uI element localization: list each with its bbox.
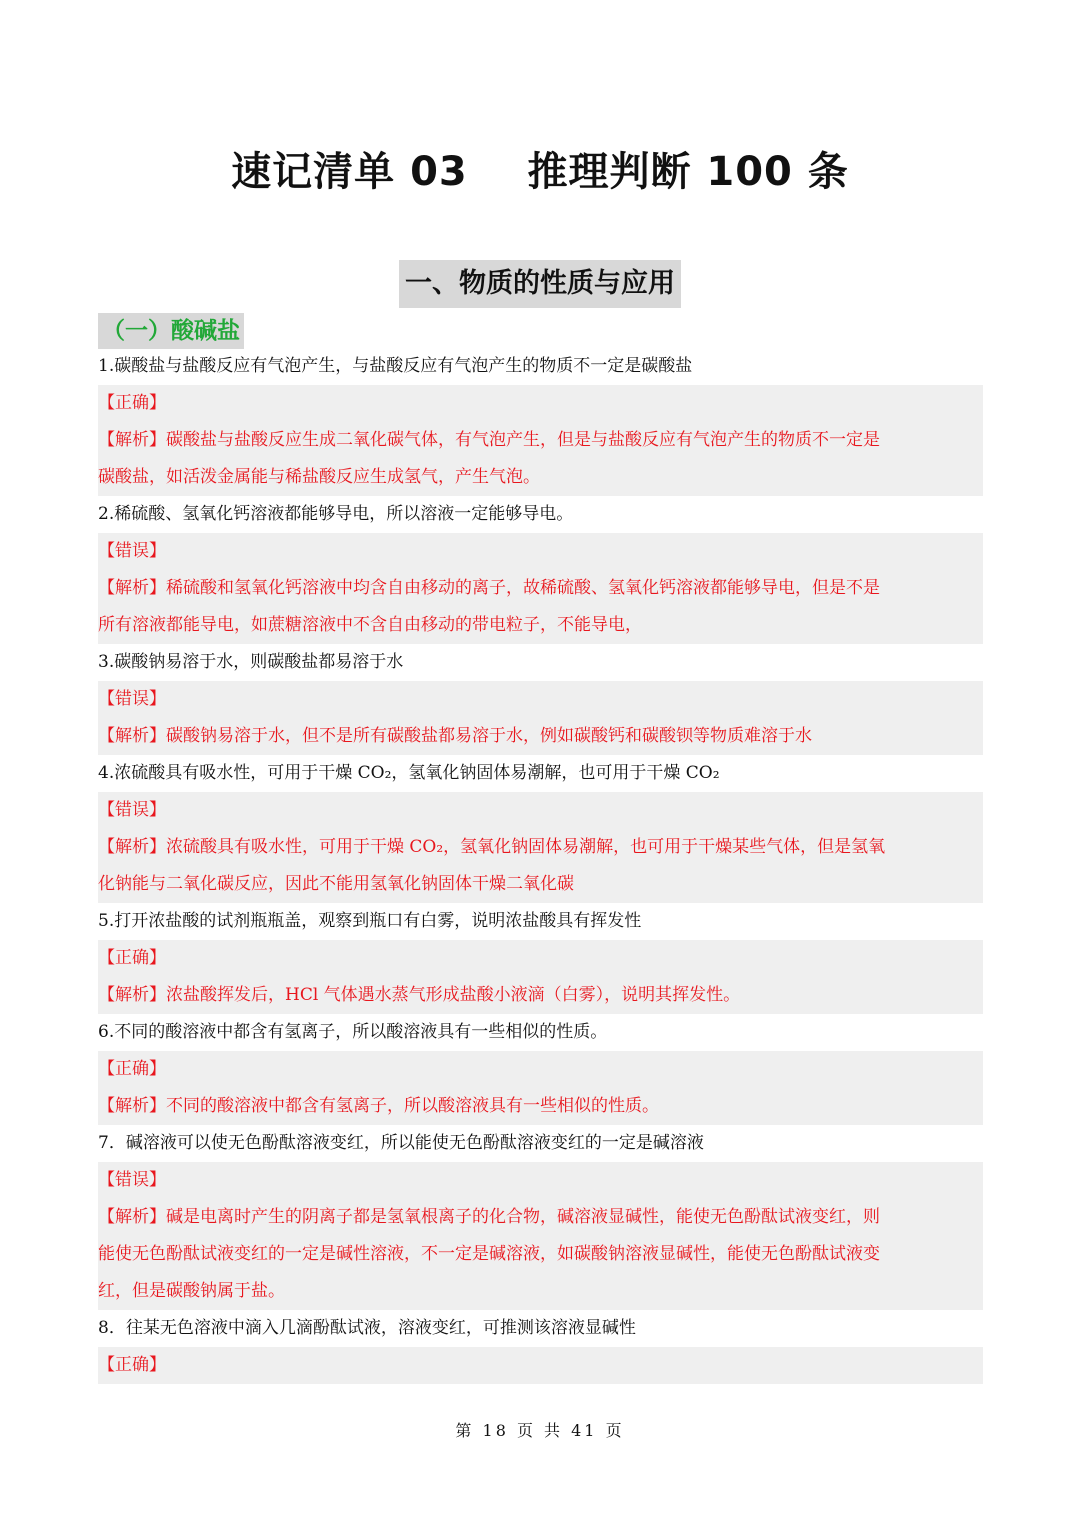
section-heading: 一、物质的性质与应用 [399, 260, 681, 308]
explanation-line: 所有溶液都能导电，如蔗糖溶液中不含自由移动的带电粒子，不能导电， [98, 607, 983, 644]
page-footer: 第 18 页 共 41 页 [455, 1421, 625, 1440]
question-line: 2.稀硫酸、氢氧化钙溶液都能够导电，所以溶液一定能够导电。 [98, 504, 574, 524]
subsection-heading: （一）酸碱盐 [98, 313, 244, 349]
explanation-line: 红，但是碳酸钠属于盐。 [98, 1273, 983, 1310]
question-line: 5.打开浓盐酸的试剂瓶瓶盖，观察到瓶口有白雾，说明浓盐酸具有挥发性 [98, 911, 642, 931]
explanation-line: 【解析】稀硫酸和氢氧化钙溶液中均含自由移动的离子，故稀硫酸、氢氧化钙溶液都能够导电，但是不是 [98, 570, 983, 607]
question-line: 6.不同的酸溶液中都含有氢离子，所以酸溶液具有一些相似的性质。 [98, 1022, 608, 1042]
question-line: 3.碳酸钠易溶于水，则碳酸盐都易溶于水 [98, 652, 404, 672]
explanation-line: 【解析】碳酸钠易溶于水，但不是所有碳酸盐都易溶于水，例如碳酸钙和碳酸钡等物质难溶于水 [98, 718, 983, 755]
answer-tag: 【错误】 [98, 792, 983, 829]
explanation-line: 化钠能与二氧化碳反应，因此不能用氢氧化钠固体干燥二氧化碳 [98, 866, 983, 903]
answer-tag: 【错误】 [98, 1162, 983, 1199]
answer-tag: 【正确】 [98, 1051, 983, 1088]
question-line: 4.浓硫酸具有吸水性，可用于干燥 CO₂，氢氧化钠固体易潮解，也可用于干燥 CO₂ [98, 763, 720, 783]
question-line: 7．碱溶液可以使无色酚酞溶液变红，所以能使无色酚酞溶液变红的一定是碱溶液 [98, 1133, 704, 1153]
answer-tag: 【错误】 [98, 533, 983, 570]
answer-tag: 【正确】 [98, 385, 983, 422]
answer-tag: 【正确】 [98, 940, 983, 977]
explanation-line: 【解析】碳酸盐与盐酸反应生成二氧化碳气体，有气泡产生，但是与盐酸反应有气泡产生的物质不一定是 [98, 422, 983, 459]
answer-tag: 【错误】 [98, 681, 983, 718]
question-line: 8．往某无色溶液中滴入几滴酚酞试液，溶液变红，可推测该溶液显碱性 [98, 1318, 636, 1338]
answer-tag: 【正确】 [98, 1347, 983, 1384]
items-list [98, 348, 983, 1384]
explanation-line: 碳酸盐，如活泼金属能与稀盐酸反应生成氢气，产生气泡。 [98, 459, 983, 496]
page-title: 速记清单 03 推理判断 100 条 [231, 149, 849, 195]
explanation-line: 【解析】不同的酸溶液中都含有氢离子，所以酸溶液具有一些相似的性质。 [98, 1088, 983, 1125]
explanation-line: 能使无色酚酞试液变红的一定是碱性溶液，不一定是碱溶液，如碳酸钠溶液显碱性，能使无色酚酞试液变 [98, 1236, 983, 1273]
explanation-line: 【解析】浓硫酸具有吸水性，可用于干燥 CO₂，氢氧化钠固体易潮解，也可用于干燥某些气体，但是氢氧 [98, 829, 983, 866]
section-heading-wrap [0, 260, 1080, 308]
explanation-line: 【解析】碱是电离时产生的阴离子都是氢氧根离子的化合物，碱溶液显碱性，能使无色酚酞试液变红，则 [98, 1199, 983, 1236]
question-line: 1.碳酸盐与盐酸反应有气泡产生，与盐酸反应有气泡产生的物质不一定是碳酸盐 [98, 356, 693, 376]
explanation-line: 【解析】浓盐酸挥发后，HCl 气体遇水蒸气形成盐酸小液滴（白雾），说明其挥发性。 [98, 977, 983, 1014]
